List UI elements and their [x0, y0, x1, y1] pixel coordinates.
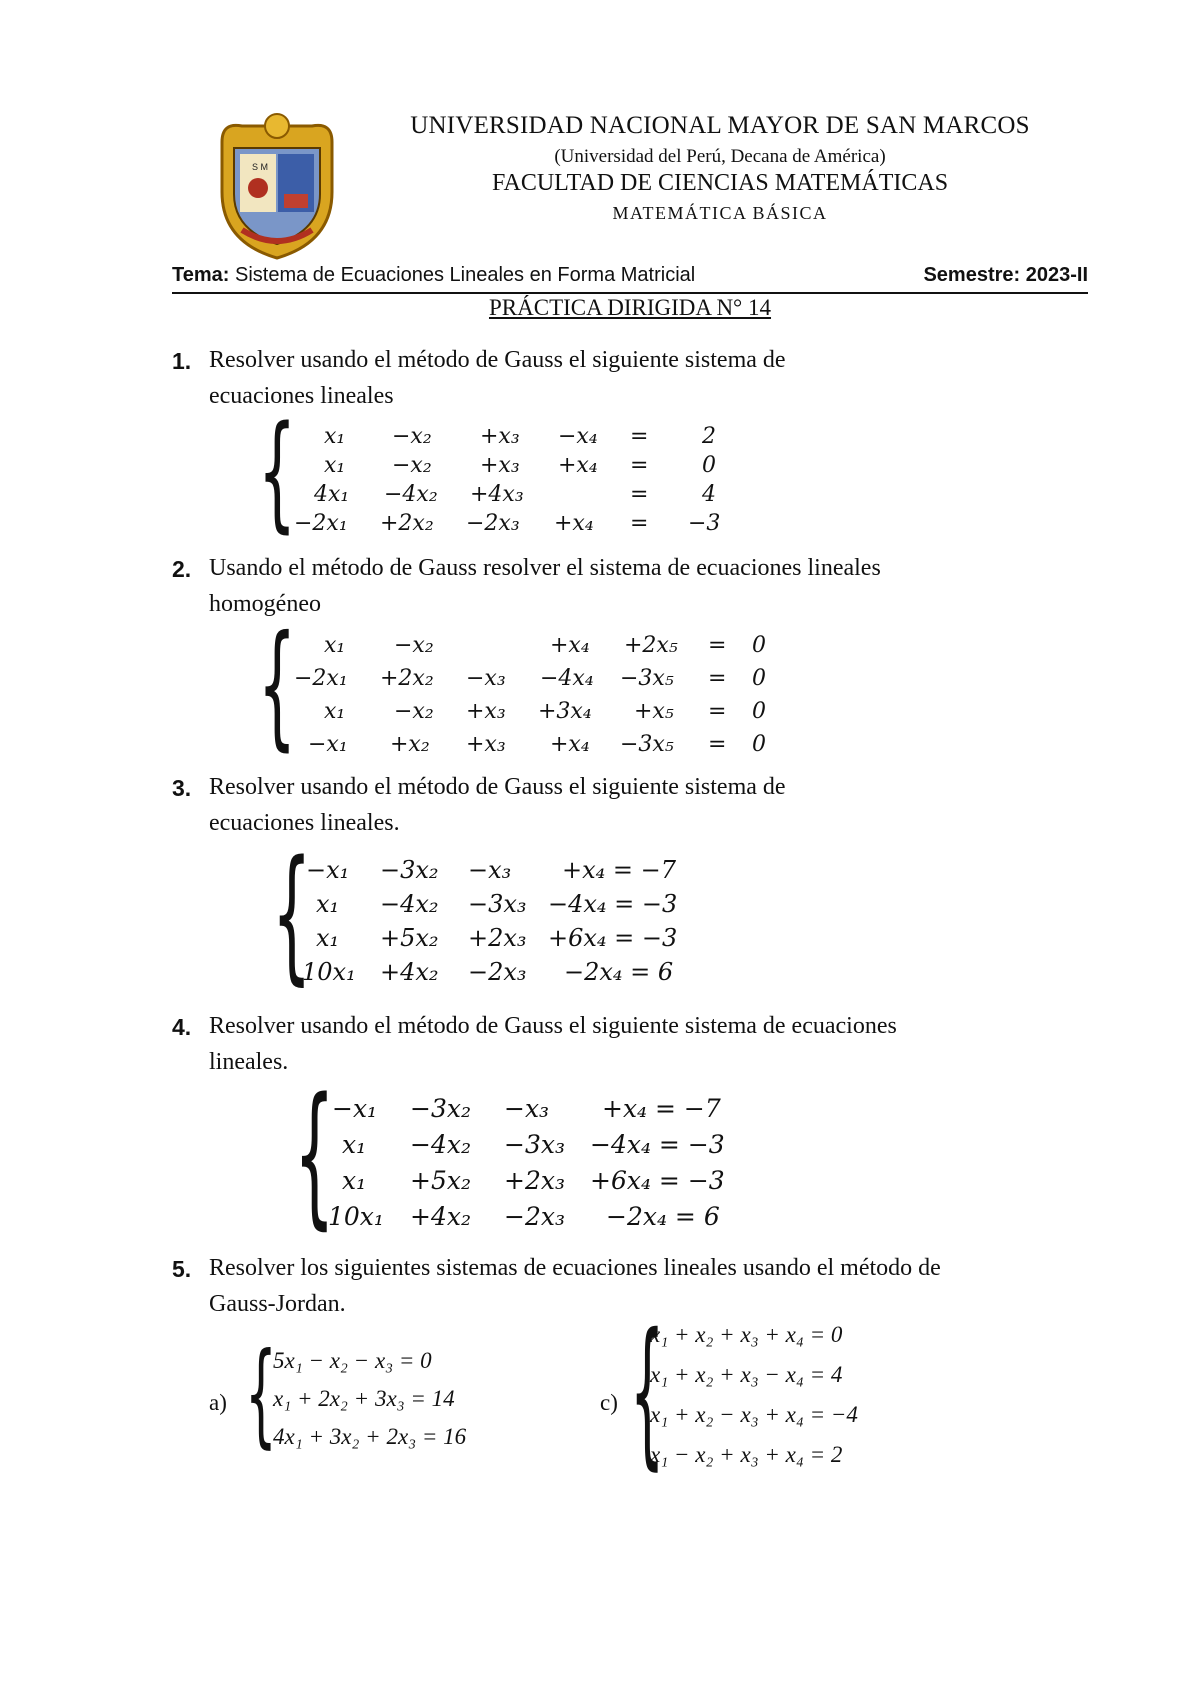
- term: 0: [752, 633, 766, 658]
- university-name: UNIVERSIDAD NACIONAL MAYOR DE SAN MARCOS: [410, 112, 1030, 139]
- equation: x₁ + x₂ − x₃ + x₄ = −4: [650, 1402, 858, 1427]
- term: −x₂: [394, 699, 434, 724]
- equation: x₁ + x₂ + x₃ − x₄ = 4: [650, 1362, 843, 1387]
- part-label: c): [600, 1390, 618, 1415]
- faculty-name: FACULTAD DE CIENCIAS MATEMÁTICAS: [491, 170, 949, 196]
- term: −x₂: [392, 453, 432, 478]
- term: +5x₂: [410, 1166, 471, 1195]
- course-name: MATEMÁTICA BÁSICA: [612, 203, 828, 223]
- system-3: [272, 827, 712, 1000]
- tema-value: Sistema de Ecuaciones Lineales en Forma Matricial: [234, 264, 696, 286]
- term: −x₂: [392, 424, 432, 449]
- equation: 4x₁ + 3x₂ + 2x₃ = 16: [273, 1424, 467, 1449]
- term: −2x₁: [294, 666, 348, 691]
- term: −x₃: [504, 1094, 550, 1123]
- term: −4x₄ = −3: [590, 1130, 725, 1159]
- term: −4x₂: [410, 1130, 471, 1159]
- term: +3x₄: [538, 699, 592, 724]
- part-label: a): [209, 1390, 227, 1415]
- term: =: [630, 511, 649, 536]
- term: 4x₁: [314, 482, 350, 507]
- term: −x₃: [466, 666, 506, 691]
- problem-number: 5.: [172, 1256, 192, 1282]
- left-brace: {: [258, 399, 297, 547]
- system-2: [258, 607, 778, 766]
- term: +2x₂: [380, 666, 434, 691]
- term: +6x₄ = −3: [590, 1166, 725, 1195]
- term: +x₃: [480, 424, 520, 449]
- term: 0: [752, 666, 766, 691]
- text-line: Usando el método de Gauss resolver el sistema de ecuaciones lineales: [209, 555, 881, 581]
- term: +x₄: [554, 511, 594, 536]
- term: −4x₄ = −3: [548, 890, 678, 918]
- term: −4x₂: [384, 482, 438, 507]
- term: −2x₄ = 6: [564, 958, 674, 986]
- term: 0: [702, 453, 716, 478]
- seal-lettering: S M: [252, 162, 269, 172]
- left-brace: {: [272, 827, 312, 1000]
- university-seal-logo: [212, 112, 342, 262]
- equation: x₁ − x₂ + x₃ + x₄ = 2: [650, 1442, 843, 1467]
- term: −3x₃: [504, 1130, 565, 1159]
- term: +x₂: [390, 732, 430, 757]
- term: +2x₅: [624, 633, 678, 658]
- term: 10x₁: [302, 958, 356, 986]
- left-brace: {: [245, 1329, 277, 1460]
- term: −2x₃: [504, 1202, 565, 1231]
- term: x₁: [324, 633, 346, 658]
- term: +6x₄ = −3: [548, 924, 678, 952]
- term: =: [630, 482, 649, 507]
- term: +x₃: [480, 453, 520, 478]
- system-5c: [600, 1299, 920, 1490]
- term: =: [708, 633, 727, 658]
- text-line: Resolver los siguientes sistemas de ecuaciones lineales usando el método de: [209, 1255, 941, 1281]
- term: +4x₂: [410, 1202, 471, 1231]
- text-line: Gauss-Jordan.: [209, 1291, 346, 1317]
- text-line: Resolver usando el método de Gauss el siguiente sistema de: [209, 774, 786, 800]
- term: +x₃: [466, 699, 506, 724]
- term: +x₄ = −7: [602, 1094, 721, 1123]
- problem-number: 1.: [172, 348, 192, 374]
- text-line: homogéneo: [209, 591, 321, 617]
- text-line: Resolver usando el método de Gauss el siguiente sistema de: [209, 347, 786, 373]
- term: 10x₁: [328, 1202, 384, 1231]
- term: x₁: [316, 890, 340, 918]
- term: +x₄ = −7: [562, 856, 677, 884]
- term: 4: [702, 482, 716, 507]
- term: +x₅: [634, 699, 674, 724]
- term: −x₃: [468, 856, 512, 884]
- text-line: Resolver usando el método de Gauss el siguiente sistema de ecuaciones: [209, 1013, 897, 1039]
- term: +x₄: [550, 732, 590, 757]
- problem-5-text: [209, 1250, 941, 1322]
- term: −3: [688, 511, 721, 536]
- left-brace: {: [294, 1068, 335, 1246]
- term: +x₃: [466, 732, 506, 757]
- term: +4x₃: [470, 482, 524, 507]
- term: −2x₃: [468, 958, 527, 986]
- term: −x₁: [308, 732, 348, 757]
- term: +2x₂: [380, 511, 434, 536]
- term: 0: [752, 732, 766, 757]
- term: x₁: [324, 424, 346, 449]
- term: −2x₄ = 6: [606, 1202, 720, 1231]
- problem-number: 4.: [172, 1014, 192, 1040]
- term: =: [630, 453, 649, 478]
- term: x₁: [342, 1130, 367, 1159]
- page-title: [172, 295, 1088, 321]
- term: +5x₂: [380, 924, 439, 952]
- term: +x₄: [550, 633, 590, 658]
- problem-number: 2.: [172, 556, 192, 582]
- term: 2: [702, 424, 716, 449]
- term: x₁: [342, 1166, 367, 1195]
- term: −4x₄: [540, 666, 594, 691]
- term: +x₄: [558, 453, 598, 478]
- tema-label: Tema:: [172, 264, 230, 286]
- term: −3x₅: [620, 732, 674, 757]
- semestre-label: Semestre:: [923, 264, 1021, 286]
- term: x₁: [316, 924, 340, 952]
- term: −x₁: [332, 1094, 378, 1123]
- term: =: [708, 666, 727, 691]
- term: −3x₅: [620, 666, 674, 691]
- problem-number: 3.: [172, 775, 192, 801]
- system-5a: [209, 1329, 509, 1472]
- term: x₁: [324, 699, 346, 724]
- term: −x₄: [558, 424, 598, 449]
- topic-line: [172, 264, 1088, 294]
- left-brace: {: [630, 1299, 665, 1486]
- left-brace: {: [258, 607, 297, 766]
- university-subtitle: (Universidad del Perú, Decana de América): [554, 146, 886, 167]
- term: −3x₂: [380, 856, 439, 884]
- term: =: [630, 424, 649, 449]
- text-line: ecuaciones lineales: [209, 383, 394, 409]
- text-line: lineales.: [209, 1049, 289, 1075]
- semester: [923, 264, 1088, 287]
- term: +2x₃: [468, 924, 527, 952]
- semestre-value: 2023-II: [1025, 264, 1088, 286]
- term: x₁: [324, 453, 346, 478]
- problem-2-text: [209, 550, 881, 622]
- equation: x₁ + x₂ + x₃ + x₄ = 0: [650, 1322, 843, 1347]
- text-line: ecuaciones lineales.: [209, 810, 400, 836]
- system-4: [294, 1068, 754, 1246]
- page-title-text: PRÁCTICA DIRIGIDA N° 14: [488, 295, 772, 320]
- term: +4x₂: [380, 958, 439, 986]
- term: −2x₃: [466, 511, 520, 536]
- term: +2x₃: [504, 1166, 565, 1195]
- system-1: [258, 399, 721, 547]
- term: 0: [752, 699, 766, 724]
- term: =: [708, 732, 727, 757]
- term: −3x₃: [468, 890, 527, 918]
- equation: 5x₁ − x₂ − x₃ = 0: [273, 1348, 432, 1373]
- term: =: [708, 699, 727, 724]
- equation: x₁ + 2x₂ + 3x₃ = 14: [273, 1386, 455, 1411]
- term: −x₂: [394, 633, 434, 658]
- term: −2x₁: [294, 511, 348, 536]
- term: −x₁: [306, 856, 350, 884]
- term: −4x₂: [380, 890, 439, 918]
- term: −3x₂: [410, 1094, 471, 1123]
